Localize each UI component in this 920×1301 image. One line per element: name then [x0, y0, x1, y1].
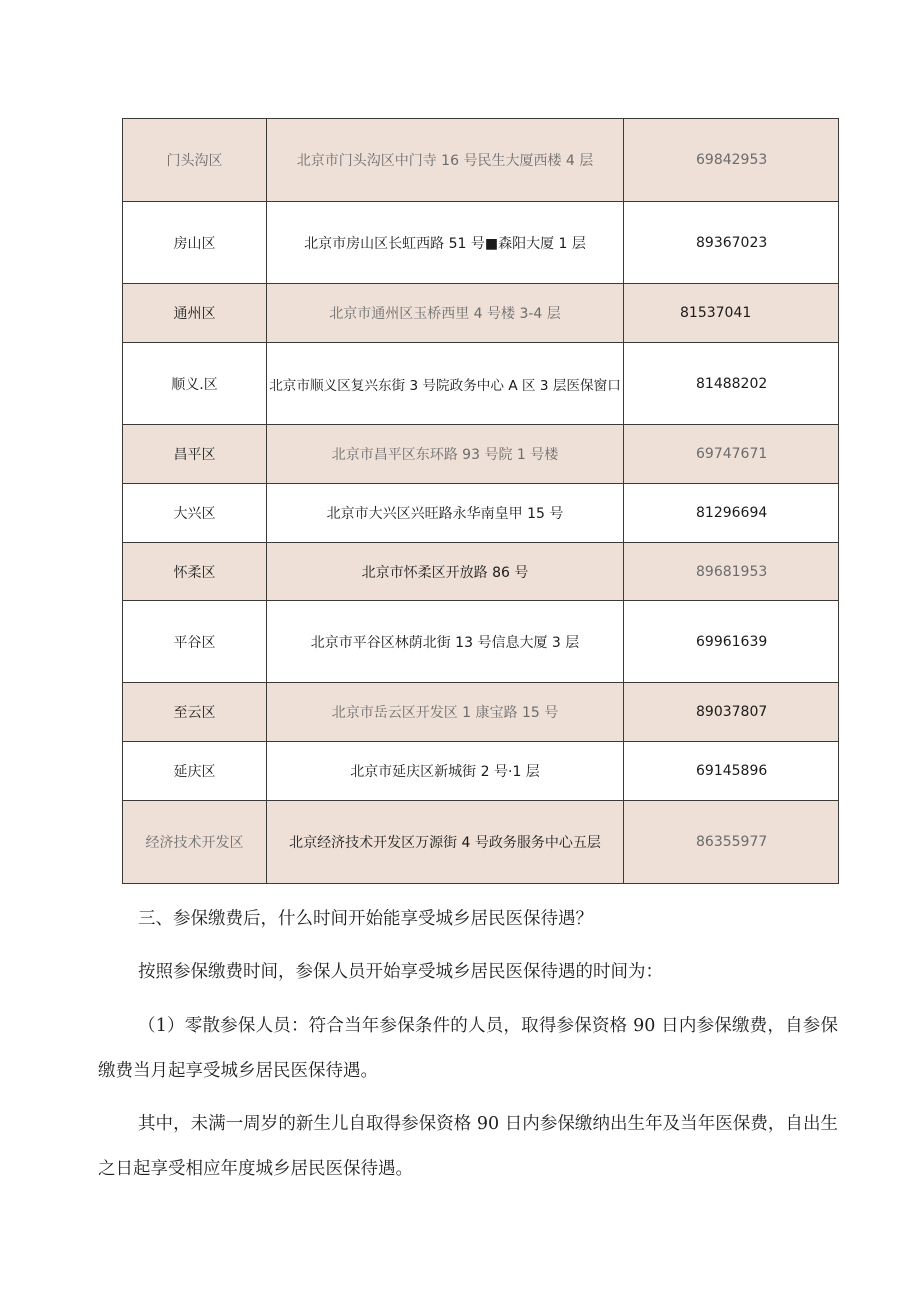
- district-cell: 平谷区: [123, 601, 267, 683]
- table-row: [123, 601, 839, 683]
- address-cell: 北京市房山区长虹西路 51 号■森阳大厦 1 层: [267, 202, 624, 284]
- table-row: [123, 543, 839, 601]
- address-cell: 北京市平谷区林荫北街 13 号信息大厦 3 层: [267, 601, 624, 683]
- address-cell: 北京市延庆区新城街 2 号·1 层: [267, 742, 624, 801]
- district-cell: 顺义.区: [123, 343, 267, 425]
- phone-cell: 69961639: [624, 601, 839, 683]
- phone-cell: 69145896: [624, 742, 839, 801]
- phone-cell: 89037807: [624, 683, 839, 742]
- table-row: [123, 343, 839, 425]
- table-row: [123, 202, 839, 284]
- address-cell: 北京市门头沟区中门寺 16 号民生大厦西楼 4 层: [267, 119, 624, 202]
- phone-cell: 81296694: [624, 484, 839, 543]
- district-cell: 大兴区: [123, 484, 267, 543]
- address-cell: 北京市怀柔区开放路 86 号: [267, 543, 624, 601]
- address-cell: 北京市昌平区东环路 93 号院 1 号楼: [267, 425, 624, 484]
- item-paragraph: （1）零散参保人员：符合当年参保条件的人员，取得参保资格 90 日内参保缴费，自参保缴费当月起享受城乡居民医保待遇。: [98, 1016, 838, 1081]
- district-cell: 通州区: [123, 284, 267, 343]
- address-cell: 北京市顺义区复兴东街 3 号院政务中心 A 区 3 层医保窗口: [267, 343, 624, 425]
- table-row: [123, 683, 839, 742]
- address-cell: 北京经济技术开发区万源街 4 号政务服务中心五层: [267, 801, 624, 884]
- address-cell: 北京市岳云区开发区 1 康宝路 15 号: [267, 683, 624, 742]
- table-row: [123, 742, 839, 801]
- district-cell: 房山区: [123, 202, 267, 284]
- table-row: [123, 484, 839, 543]
- phone-cell: 81537041: [624, 284, 839, 343]
- district-cell: 怀柔区: [123, 543, 267, 601]
- phone-cell: 89367023: [624, 202, 839, 284]
- district-cell: 门头沟区: [123, 119, 267, 202]
- phone-cell: 86355977: [624, 801, 839, 884]
- district-cell: 昌平区: [123, 425, 267, 484]
- district-cell: 至云区: [123, 683, 267, 742]
- district-cell: 经济技术开发区: [123, 801, 267, 884]
- note-paragraph: 其中，未满一周岁的新生儿自取得参保资格 90 日内参保缴纳出生年及当年医保费，自出生之日起享受相应年度城乡居民医保待遇。: [98, 1114, 838, 1179]
- phone-cell: 69747671: [624, 425, 839, 484]
- table-row: [123, 119, 839, 202]
- address-cell: 北京市大兴区兴旺路永华南皇甲 15 号: [267, 484, 624, 543]
- phone-cell: 81488202: [624, 343, 839, 425]
- address-cell: 北京市通州区玉桥西里 4 号楼 3-4 层: [267, 284, 624, 343]
- table-row: [123, 284, 839, 343]
- district-cell: 延庆区: [123, 742, 267, 801]
- phone-cell: 69842953: [624, 119, 839, 202]
- table-row: [123, 801, 839, 884]
- office-table: [122, 118, 839, 884]
- table-row: [123, 425, 839, 484]
- phone-cell: 89681953: [624, 543, 839, 601]
- intro-paragraph: 按照参保缴费时间，参保人员开始享受城乡居民医保待遇的时间为：: [138, 962, 663, 982]
- section-heading: 三、参保缴费后，什么时间开始能享受城乡居民医保待遇？: [138, 909, 593, 929]
